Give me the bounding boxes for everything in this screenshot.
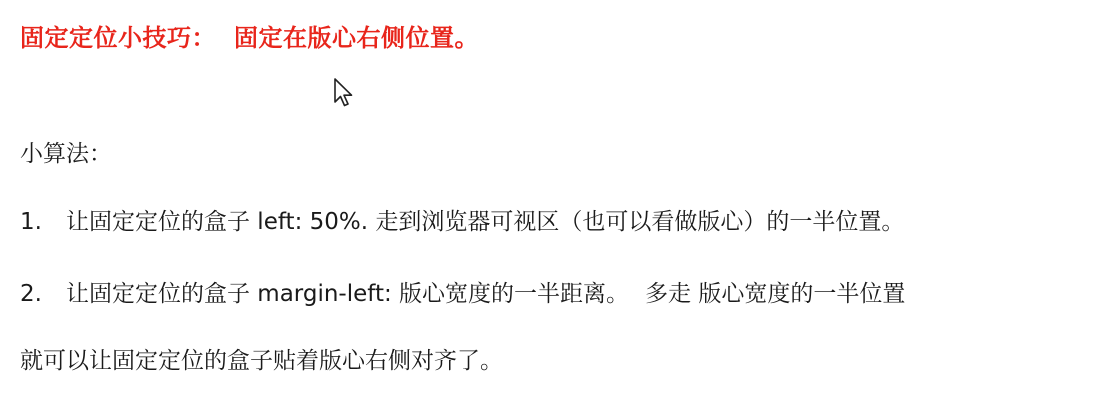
subheading: 小算法： (20, 141, 112, 167)
title-text: 固定在版心右侧位置。 (234, 24, 479, 52)
step-number: 1. (20, 209, 42, 235)
mouse-pointer-icon (333, 78, 357, 110)
title-label: 固定定位小技巧： (20, 24, 216, 52)
page-title (20, 18, 479, 53)
conclusion-text: 就可以让固定定位的盒子贴着版心右侧对齐了。 (20, 348, 503, 374)
step-extra-text: 多走 版心宽度的一半位置 (645, 281, 906, 307)
step-text: 让固定定位的盒子 left: 50%. 走到浏览器可视区（也可以看做版心）的一半位置。 (66, 209, 905, 235)
step-number: 2. (20, 281, 42, 307)
step-item (20, 203, 904, 236)
step-text: 让固定定位的盒子 margin-left: 版心宽度的一半距离。 (66, 281, 630, 307)
step-item (20, 275, 905, 308)
